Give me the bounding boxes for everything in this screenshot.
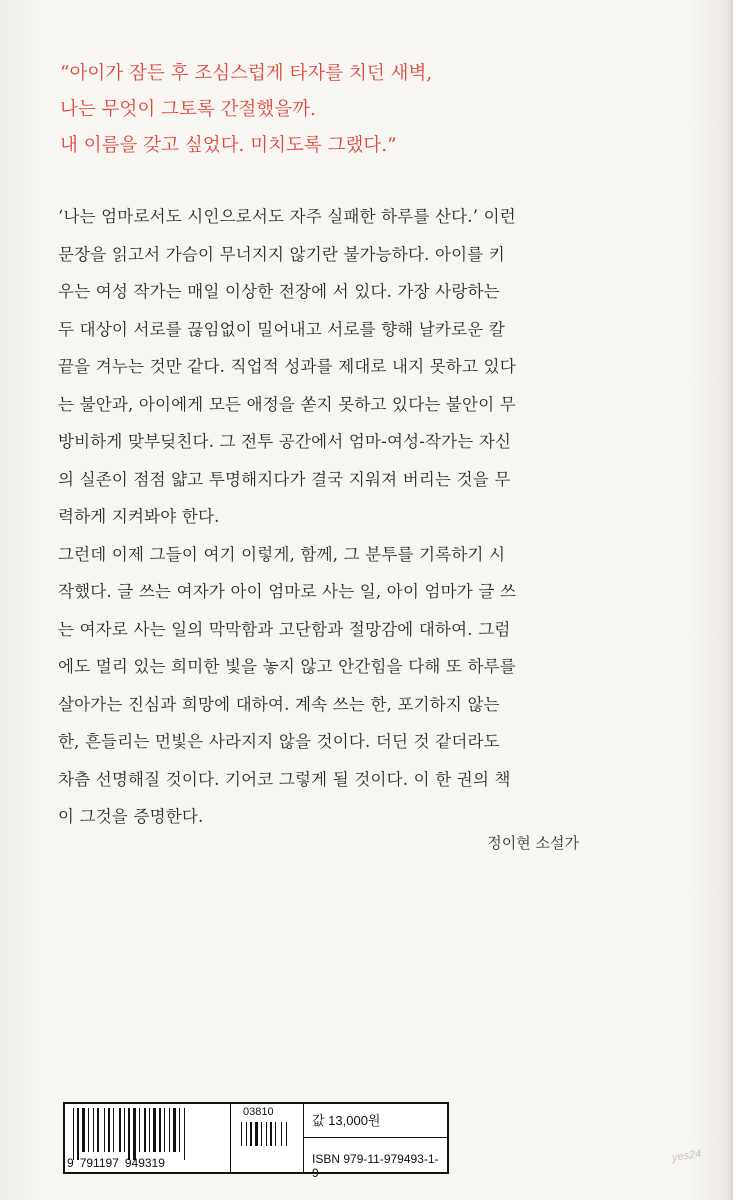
- addon-bar: [250, 1122, 252, 1146]
- barcode-bar: [173, 1108, 176, 1152]
- text-line: 는 불안과, 아이에게 모든 애정을 쏟지 못하고 있다는 불안이 무: [58, 394, 516, 414]
- barcode-bar: [73, 1108, 74, 1160]
- barcode-bar: [186, 1108, 187, 1160]
- addon-bar: [268, 1122, 269, 1146]
- barcode-bar: [88, 1108, 89, 1152]
- text-line: 력하게 지켜봐야 한다.: [58, 507, 220, 526]
- barcode-bar: [75, 1108, 76, 1160]
- barcode-bar: [80, 1108, 81, 1152]
- text-line: 두 대상이 서로를 끊임없이 밀어내고 서로를 향해 날카로운 칼: [58, 319, 506, 339]
- addon-barcode: [231, 1104, 304, 1172]
- barcode-bar: [86, 1108, 87, 1152]
- text-line: 문장을 읽고서 가슴이 무너지지 않기란 불가능하다. 아이를 키: [58, 244, 506, 264]
- barcode-bar: [141, 1108, 143, 1152]
- barcode-digit-group: 791197: [79, 1156, 119, 1170]
- addon-bar: [273, 1122, 274, 1146]
- addon-bar: [266, 1122, 267, 1146]
- barcode-bar: [77, 1108, 79, 1160]
- addon-bar: [288, 1122, 289, 1146]
- barcode-bar: [157, 1108, 158, 1152]
- review-text: [58, 198, 578, 836]
- barcode-bar: [111, 1108, 112, 1152]
- isbn-label: ISBN 979-11-979493-1-9: [312, 1152, 439, 1180]
- barcode-bar: [171, 1108, 172, 1152]
- barcode-bar: [151, 1108, 152, 1152]
- barcode-bar: [162, 1108, 163, 1152]
- barcode-bar: [115, 1108, 118, 1152]
- barcode-bar: [106, 1108, 107, 1152]
- barcode-bars: [73, 1108, 187, 1160]
- addon-bar: [259, 1122, 260, 1146]
- addon-bar: [241, 1122, 242, 1146]
- paragraph-2: [58, 536, 578, 836]
- barcode-bar: [137, 1108, 138, 1152]
- addon-bar: [255, 1122, 258, 1146]
- barcode-bar: [100, 1108, 103, 1152]
- quote-line: “아이가 잠든 후 조심스럽게 타자를 치던 새벽,: [60, 63, 433, 84]
- barcode-bar: [104, 1108, 105, 1152]
- addon-bar: [281, 1122, 282, 1146]
- text-line: 작했다. 글 쓰는 여자가 아이 엄마로 사는 일, 아이 엄마가 글 쓰: [58, 582, 517, 601]
- barcode-bar: [147, 1108, 148, 1152]
- text-line: 방비하게 맞부딪친다. 그 전투 공간에서 엄마-여성-작가는 자신: [58, 432, 512, 451]
- barcode-bar: [119, 1108, 121, 1152]
- addon-bar: [246, 1122, 247, 1146]
- barcode-bar: [153, 1108, 156, 1152]
- text-line: 이 그것을 증명한다.: [58, 807, 204, 826]
- addon-bar: [283, 1122, 285, 1146]
- addon-bar: [275, 1122, 276, 1146]
- addon-bar: [261, 1122, 262, 1146]
- barcode-bar: [82, 1108, 85, 1152]
- barcode-bar: [131, 1108, 132, 1160]
- addon-bar: [253, 1122, 254, 1146]
- pull-quote: [60, 56, 620, 164]
- barcode-bar: [184, 1108, 185, 1160]
- barcode-bar: [108, 1108, 110, 1152]
- barcode-bar: [139, 1108, 140, 1152]
- isbn-barcode: [65, 1104, 231, 1172]
- price-label: 값 13,000원: [304, 1106, 447, 1138]
- barcode-bar: [149, 1108, 150, 1152]
- barcode-bar: [159, 1108, 161, 1152]
- text-line: 끝을 겨누는 것만 같다. 직업적 성과를 제대로 내지 못하고 있다: [58, 357, 516, 376]
- price-isbn-info: [304, 1104, 447, 1180]
- watermark-stamp: yes24: [671, 1148, 703, 1164]
- barcode-bar: [90, 1108, 92, 1152]
- barcode-bar: [179, 1108, 180, 1152]
- barcode-digits: [67, 1156, 165, 1170]
- barcode-digit-group: 9: [67, 1156, 74, 1170]
- barcode-bar: [133, 1108, 136, 1160]
- barcode-bar: [128, 1108, 130, 1160]
- barcode-bar: [181, 1108, 183, 1160]
- barcode-bar: [97, 1108, 99, 1152]
- page-edge-shadow: [727, 0, 733, 1200]
- reviewer-signature: 정이현 소설가: [487, 834, 579, 852]
- addon-bars: [241, 1122, 289, 1146]
- quote-line: 내 이름을 갖고 싶었다. 미치도록 그랬다.”: [60, 135, 397, 156]
- barcode-block: [63, 1102, 449, 1180]
- barcode-bar: [93, 1108, 94, 1152]
- barcode-digit-group: 949319: [124, 1156, 165, 1170]
- addon-code: 03810: [243, 1106, 274, 1118]
- addon-bar: [277, 1122, 280, 1146]
- barcode-bar: [164, 1108, 165, 1152]
- quote-line: 나는 무엇이 그토록 간절했을까.: [60, 99, 316, 120]
- text-line: 우는 여성 작가는 매일 이상한 전장에 서 있다. 가장 사랑하는: [58, 282, 500, 301]
- text-line: ‘나는 엄마로서도 시인으로서도 자주 실패한 하루를 산다.’ 이런: [58, 207, 516, 226]
- barcode-bar: [122, 1108, 123, 1152]
- addon-bar: [286, 1122, 287, 1146]
- addon-bar: [248, 1122, 249, 1146]
- barcode-bar: [177, 1108, 178, 1152]
- barcode-bar: [166, 1108, 168, 1152]
- text-line: 는 여자로 사는 일의 막막함과 고단함과 절망감에 대하여. 그럼: [58, 619, 511, 639]
- text-line: 차츰 선명해질 것이다. 기어코 그렇게 될 것이다. 이 한 권의 책: [58, 769, 511, 789]
- addon-bar: [270, 1122, 272, 1146]
- paragraph-1: [58, 198, 578, 536]
- addon-bar: [263, 1122, 265, 1146]
- text-line: 에도 멀리 있는 희미한 빛을 놓지 않고 안간힘을 다해 또 하루를: [58, 657, 516, 676]
- barcode-bar: [113, 1108, 114, 1152]
- barcode-bar: [95, 1108, 96, 1152]
- text-line: 그런데 이제 그들이 여기 이렇게, 함께, 그 분투를 기록하기 시: [58, 544, 506, 564]
- barcode-bar: [169, 1108, 170, 1152]
- barcode-bar: [124, 1108, 125, 1152]
- text-line: 살아가는 진심과 희망에 대하여. 계속 쓰는 한, 포기하지 않는: [58, 694, 500, 714]
- text-line: 한, 흔들리는 먼빛은 사라지지 않을 것이다. 더딘 것 같더라도: [58, 732, 500, 751]
- text-line: 의 실존이 점점 얇고 투명해지다가 결국 지워져 버리는 것을 무: [58, 469, 511, 489]
- barcode-bar: [126, 1108, 127, 1152]
- barcode-bar: [144, 1108, 146, 1152]
- addon-bar: [243, 1122, 245, 1146]
